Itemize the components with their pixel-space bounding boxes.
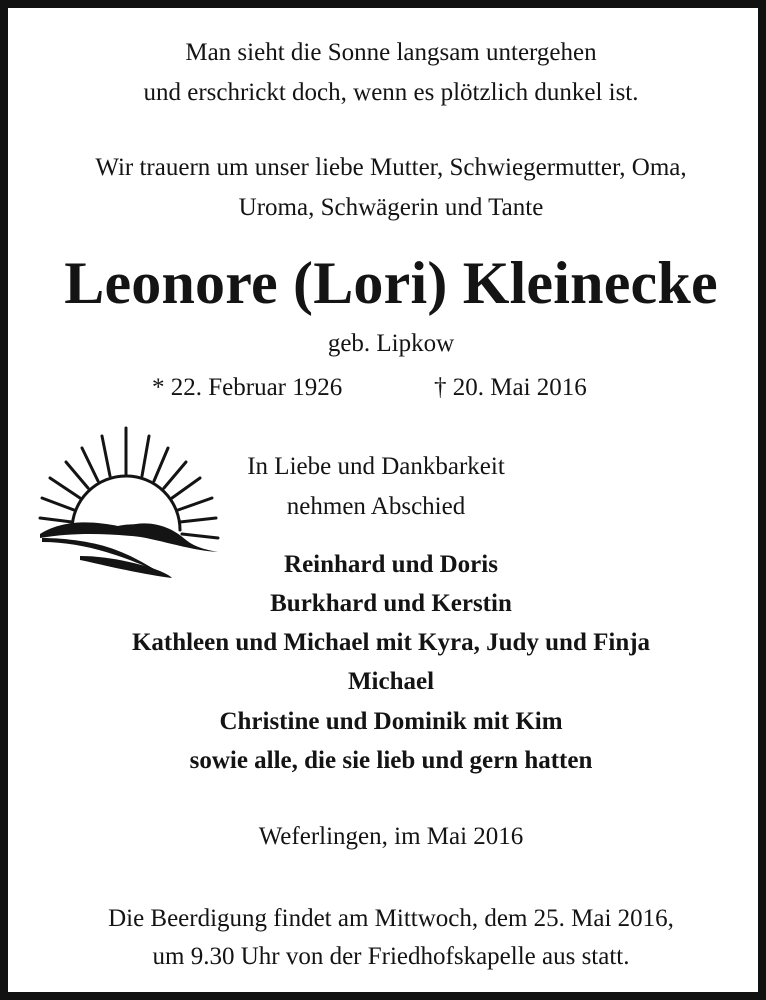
intro-line-2: Uroma, Schwägerin und Tante: [238, 194, 544, 221]
funeral-line-1: Die Beerdigung findet am Mittwoch, dem 25. Mai 2016,: [108, 905, 674, 932]
death-date: † 20. Mai 2016: [434, 374, 587, 401]
mourner-line: Burkhard und Kerstin: [270, 590, 512, 617]
farewell-line-1: In Liebe und Dankbarkeit: [247, 453, 505, 480]
mourner-line: Kathleen und Michael mit Kyra, Judy und Finja: [131, 629, 651, 656]
farewell-line-2: nehmen Abschied: [286, 493, 466, 520]
quote-line-1: Man sieht die Sonne langsam untergehen: [185, 39, 597, 66]
mourner-line: Michael: [347, 668, 435, 695]
maiden-name: geb. Lipkow: [327, 330, 455, 357]
quote-line-2: und erschrickt doch, wenn es plötzlich dunkel ist.: [143, 79, 639, 106]
intro-line-1: Wir trauern um unser liebe Mutter, Schwiegermutter, Oma,: [95, 154, 687, 181]
mourner-line: sowie alle, die sie lieb und gern hatten: [189, 747, 593, 774]
mourner-line: Christine und Dominik mit Kim: [219, 708, 563, 735]
place-and-date: Weferlingen, im Mai 2016: [258, 823, 524, 850]
birth-date: * 22. Februar 1926: [152, 374, 343, 401]
mourner-line: Reinhard und Doris: [284, 551, 498, 578]
deceased-name: Leonore (Lori) Kleinecke: [64, 250, 718, 316]
funeral-line-2: um 9.30 Uhr von der Friedhofskapelle aus statt.: [152, 943, 630, 970]
